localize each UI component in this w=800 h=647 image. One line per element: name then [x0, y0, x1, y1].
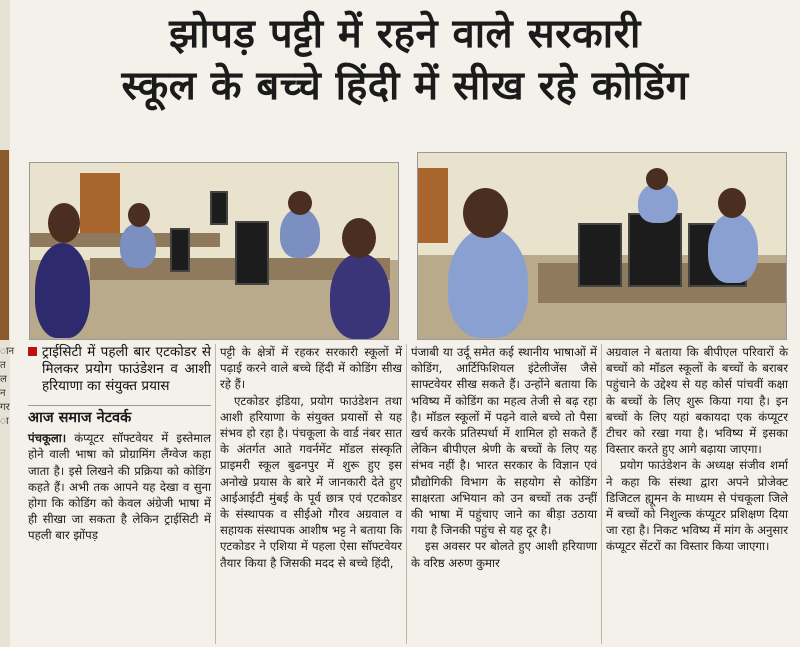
paragraph: पंजाबी या उर्दू समेत कई स्थानीय भाषाओं में कोडिंग, आर्टिफिशियल इंटेलीजेंस जैसे साफ्टवेयर सीख सकते हैं। उन्होंने बताया कि भविष्य में कोडिंग का महत्व तेजी से बढ़ रहा है। मॉडल स्कूलों में पढ़ने वाले बच्चे तो पैसा खर्च करके प्रतिस्पर्धा में शामिल हो सकते हैं लेकिन बीपीएल श्रेणी के बच्चों के लिए यह संभव नहीं है। भारत सरकार के विज्ञान एवं प्रौद्योगिकी विभाग के सहयोग से कोडिंग साक्षरता अभियान को उन बच्चों तक उन्हीं की भाषा में पहुंचाए जाने का बीड़ा उठाया गया है जिनकी पहुंच से यह दूर है।: [411, 345, 597, 538]
headline-line-1: झोपड़ पट्टी में रहने वाले सरकारी: [169, 11, 641, 57]
dateline: पंचकूला।: [28, 431, 67, 446]
column-3: [411, 344, 597, 571]
column-2: [220, 344, 402, 571]
classroom-photo-left: [29, 162, 399, 340]
column-4: [606, 344, 788, 555]
byline: आज समाज नेटवर्क: [28, 405, 211, 426]
paragraph: इस अवसर पर बोलते हुए आशी हरियाणा के वरिष्ठ अरुण कुमार: [411, 539, 597, 570]
paragraph: प्रयोग फाउंडेशन के अध्यक्ष संजीव शर्मा ने कहा कि संस्था द्वारा अपने प्रोजेक्ट डिजिटल ह्यूमन के माध्यम से पंचकूला जिले में बच्चों को निशुल्क कंप्यूटर प्रशिक्षण दिया जा रहा है। निकट भविष्य में मांग के अनुसार कंप्यूटर सेंटरों का विस्तार किया जाएगा।: [606, 458, 788, 554]
paragraph: एटकोडर इंडिया, प्रयोग फाउंडेशन तथा आशी हरियाणा के संयुक्त प्रयासों से यह संभव हो रहा है। पंचकूला के वार्ड नंबर सात के अंतर्गत आते गवर्नमेंट मॉडल संस्कृति प्राइमरी स्कूल बुढनपुर में शुरू हुए इस अनोखे प्रयास के बारे में जानकारी देते हुए आईआईटी मुंबई के पूर्व छात्र एवं एटकोडर के संस्थापक व सीईओ गौरव अग्रवाल व सहायक संस्थापक आशीष भट्ट ने बताया कि एटकोडर ने एशिया में पहला ऐसा सॉफ्टवेयर तैयार किया है जिसकी मदद से बच्चे हिंदी,: [220, 393, 402, 570]
classroom-photo-right: [417, 152, 787, 340]
paragraph: अग्रवाल ने बताया कि बीपीएल परिवारों के बच्चों को मॉडल स्कूलों के बच्चों के बराबर पहुंचाने के उद्देश्य से यह कोर्स पांचवीं कक्षा के बच्चों के लिए शुरू किया गया है। इन बच्चों के लिए यहां बकायदा एक कंप्यूटर टीचर को रखा गया है। भविष्य में इसका विस्तार करते हुए आगे बढ़ाया जाएगा।: [606, 345, 788, 457]
article-headline: [20, 8, 790, 112]
adjacent-photo-edge: [0, 150, 9, 340]
red-square-bullet-icon: [28, 347, 37, 356]
article-body: [0, 344, 800, 647]
subheading: ट्राईसिटी में पहली बार एटकोडर से मिलकर प्रयोग फाउंडेशन व आशी हरियाणा का संयुक्त प्रयास: [28, 344, 211, 395]
adjacent-text-fragment: ान त ल न गर ा: [0, 346, 15, 427]
lead-paragraph: पंचकूला। कंप्यूटर सॉफ्टवेयर में इस्तेमाल होने वाली भाषा को प्रोग्रामिंग लैंग्वेज कहा जाता है। इसे लिखने की प्रक्रिया को कोडिंग कहते हैं। अभी तक आपने यह देखा व सुना होगा कि कोडिंग को केवल अंग्रेजी भाषा में ही सीखा जा सकता है लेकिन ट्राईसिटी में पहली बार झोंपड़: [28, 431, 211, 543]
headline-line-2: स्कूल के बच्चे हिंदी में सीख रहे कोडिंग: [121, 63, 689, 109]
paragraph: पट्टी के क्षेत्रों में रहकर सरकारी स्कूलों में पढ़ाई करने वाले बच्चे हिंदी में कोडिंग सीख रहे हैं।: [220, 345, 402, 392]
column-1: [28, 344, 211, 544]
